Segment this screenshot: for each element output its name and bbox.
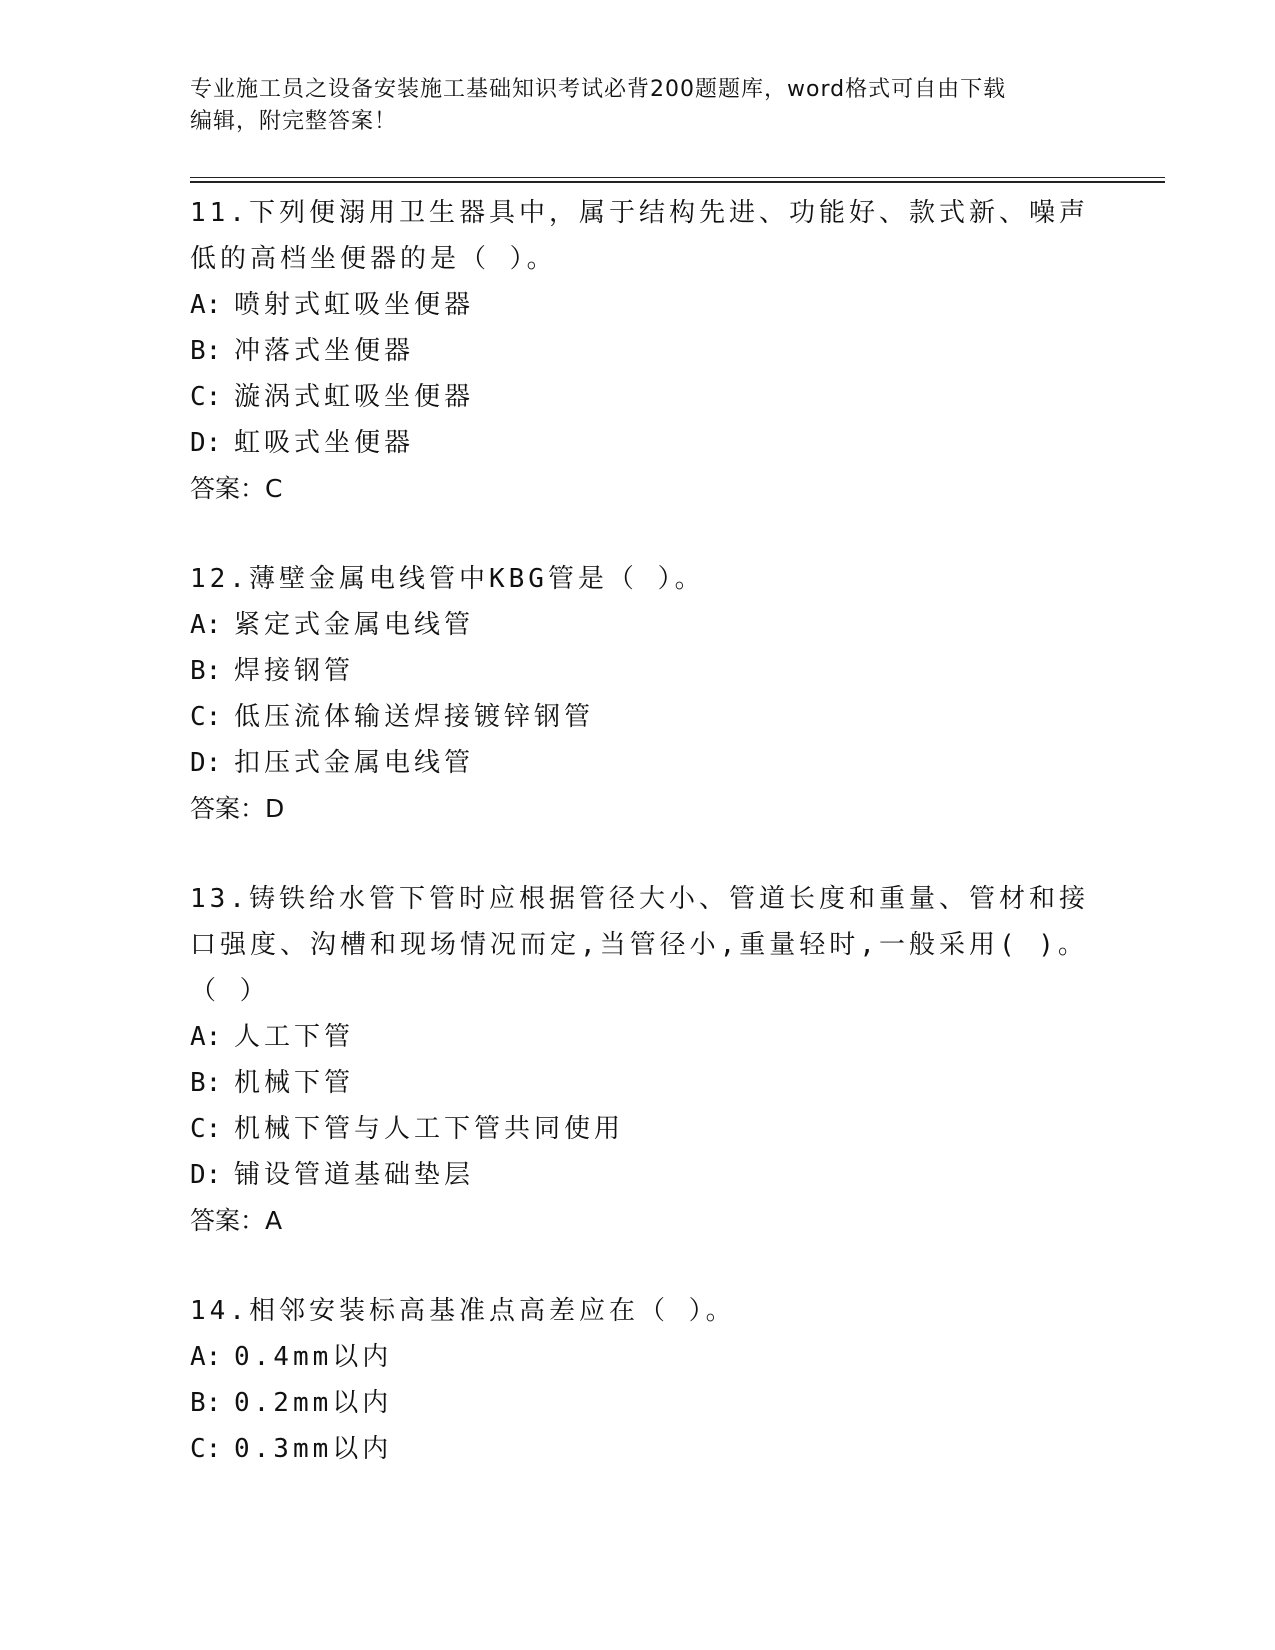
option-key: B:	[190, 336, 222, 366]
option-text: 机械下管与人工下管共同使用	[234, 1114, 625, 1144]
option-key: A:	[190, 290, 222, 320]
answer-line: 答案：D	[190, 794, 285, 823]
option-text: 扣压式金属电线管	[234, 748, 475, 778]
option-a	[190, 602, 1090, 648]
question-12	[190, 556, 1090, 832]
option-key: B:	[190, 656, 222, 686]
option-a	[190, 1334, 1090, 1380]
option-b	[190, 1380, 1090, 1426]
question-11	[190, 190, 1090, 512]
header-line-1: 专业施工员之设备安装施工基础知识考试必背200题题库，word格式可自由下载	[190, 77, 1007, 102]
question-stem: 12.薄壁金属电线管中KBG管是（ ）。	[190, 564, 705, 594]
header-line-2: 编辑，附完整答案！	[190, 109, 398, 134]
option-b	[190, 1060, 1090, 1106]
question-stem: 13.铸铁给水管下管时应根据管径大小、管道长度和重量、管材和接口强度、沟槽和现场情况而定,当管径小,重量轻时,一般采用( )。（ ）	[190, 884, 1089, 1006]
option-key: A:	[190, 1022, 222, 1052]
question-stem: 11.下列便溺用卫生器具中，属于结构先进、功能好、款式新、噪声低的高档坐便器的是（ ）。	[190, 198, 1089, 274]
option-key: C:	[190, 1114, 222, 1144]
option-d	[190, 740, 1090, 786]
option-d	[190, 1152, 1090, 1198]
option-text: 低压流体输送焊接镀锌钢管	[234, 702, 595, 732]
header-divider-thick	[190, 181, 1165, 183]
option-a	[190, 282, 1090, 328]
answer-line: 答案：C	[190, 474, 283, 503]
option-text: 虹吸式坐便器	[234, 428, 415, 458]
option-key: C:	[190, 1434, 222, 1464]
option-key: A:	[190, 610, 222, 640]
option-text: 喷射式虹吸坐便器	[234, 290, 475, 320]
option-b	[190, 648, 1090, 694]
header-divider-thin	[190, 177, 1165, 178]
option-c	[190, 1426, 1090, 1472]
question-list	[190, 190, 1090, 1516]
option-text: 铺设管道基础垫层	[234, 1160, 475, 1190]
option-text: 机械下管	[234, 1068, 355, 1098]
option-text: 焊接钢管	[234, 656, 355, 686]
option-key: C:	[190, 382, 222, 412]
question-13	[190, 876, 1090, 1244]
option-text: 冲落式坐便器	[234, 336, 415, 366]
option-key: C:	[190, 702, 222, 732]
option-c	[190, 374, 1090, 420]
option-c	[190, 694, 1090, 740]
option-text: 0.3mm以内	[234, 1434, 393, 1464]
question-stem: 14.相邻安装标高基准点高差应在（ ）。	[190, 1296, 736, 1326]
option-d	[190, 420, 1090, 466]
option-a	[190, 1014, 1090, 1060]
option-key: D:	[190, 1160, 222, 1190]
option-key: A:	[190, 1342, 222, 1372]
option-key: B:	[190, 1388, 222, 1418]
option-text: 0.2mm以内	[234, 1388, 393, 1418]
option-b	[190, 328, 1090, 374]
option-key: D:	[190, 748, 222, 778]
option-text: 紧定式金属电线管	[234, 610, 475, 640]
option-c	[190, 1106, 1090, 1152]
question-14	[190, 1288, 1090, 1472]
option-key: D:	[190, 428, 222, 458]
option-text: 0.4mm以内	[234, 1342, 393, 1372]
document-header	[190, 74, 1090, 138]
option-text: 人工下管	[234, 1022, 355, 1052]
option-text: 漩涡式虹吸坐便器	[234, 382, 475, 412]
answer-line: 答案：A	[190, 1206, 283, 1235]
option-key: B:	[190, 1068, 222, 1098]
